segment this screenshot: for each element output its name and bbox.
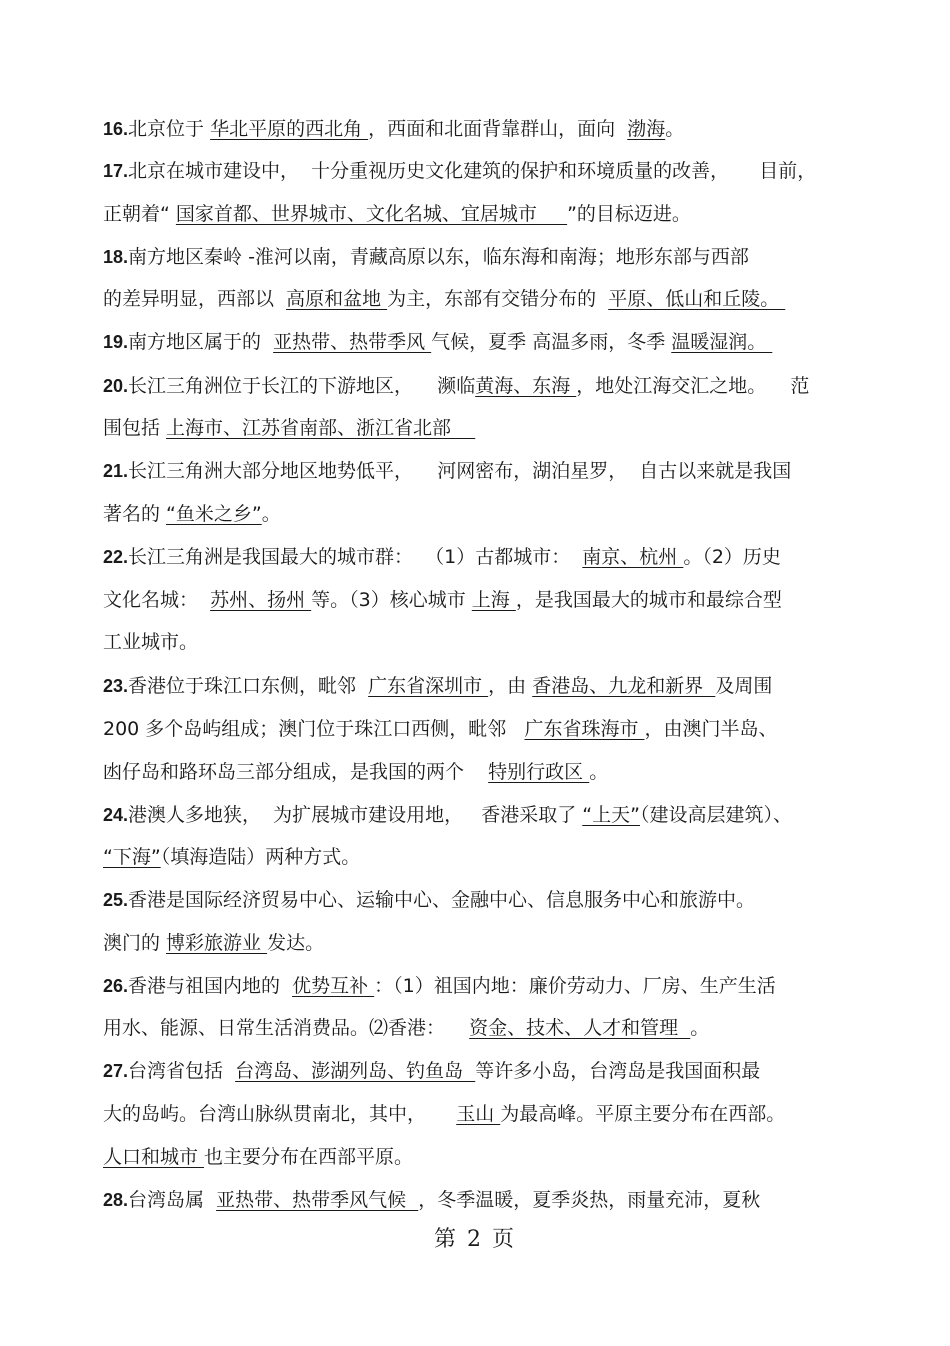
text-segment: 长江三角洲大部分地区地势低平， 河网密布，湖泊星罗， 自古以来就是我国	[128, 460, 792, 482]
text-segment: ，冬季温暖，夏季炎热，雨量充沛，夏秋	[418, 1189, 761, 1211]
text-line	[103, 929, 324, 957]
question-number: 22.	[103, 547, 129, 567]
answer-blank: 温暖湿润。	[671, 331, 773, 353]
question-number: 26.	[103, 976, 129, 996]
answer-blank: 苏州、扬州	[210, 589, 312, 611]
text-segment: 的差异明显，西部以	[103, 288, 287, 310]
text-segment: ”的目标迈进。	[567, 203, 691, 225]
answer-blank: 广东省深圳市	[368, 675, 489, 697]
answer-blank: 优势互补	[292, 975, 375, 997]
text-line	[103, 243, 749, 271]
text-line	[103, 972, 776, 1000]
text-segment: ：（1）祖国内地：廉价劳动力、厂房、生产生活	[374, 975, 776, 997]
text-line	[103, 500, 281, 528]
question-number: 16.	[103, 119, 129, 139]
question-number: 20.	[103, 376, 129, 396]
question-number: 17.	[103, 161, 129, 181]
text-line	[103, 843, 360, 871]
text-line	[103, 1143, 413, 1171]
text-segment: 台湾岛属	[128, 1189, 217, 1211]
text-line	[103, 328, 772, 356]
text-line	[103, 672, 772, 700]
text-segment: 等许多小岛，台湾岛是我国面积最	[475, 1060, 761, 1082]
question-number: 19.	[103, 332, 129, 352]
answer-blank: 亚热带、热带季风气候	[216, 1189, 419, 1211]
text-line	[103, 543, 781, 571]
text-segment: 围包括	[103, 417, 167, 439]
answer-blank: 上海	[471, 589, 516, 611]
text-segment: 香港位于珠江口东侧，毗邻	[128, 675, 369, 697]
text-segment: 北京位于	[128, 118, 211, 140]
text-segment: 大的岛屿。台湾山脉纵贯南北，其中，	[103, 1103, 457, 1125]
answer-blank: 广东省珠海市	[524, 718, 645, 740]
answer-blank: “鱼米之乡”	[166, 503, 262, 525]
answer-blank: 国家首都、世界城市、文化名城、宜居城市	[175, 203, 568, 225]
answer-blank: 香港岛、九龙和新界	[532, 675, 716, 697]
text-segment: 用水、能源、日常生活消费品。⑵香港：	[103, 1017, 470, 1039]
page-number: 第 2 页	[434, 1227, 516, 1252]
text-segment: 。	[261, 503, 281, 525]
text-segment: 著名的	[103, 503, 167, 525]
answer-blank: 高原和盆地	[286, 288, 388, 310]
text-segment: ，由澳门半岛、	[644, 718, 778, 740]
answer-blank: 人口和城市	[103, 1146, 205, 1168]
text-segment: 正朝着“	[103, 203, 176, 225]
text-segment: 港澳人多地狭， 为扩展城市建设用地， 香港采取了	[128, 804, 583, 826]
question-number: 27.	[103, 1061, 129, 1081]
text-segment: 南方地区秦岭 -淮河以南，青藏高原以东，临东海和南海；地形东部与西部	[128, 246, 749, 268]
answer-blank: 特别行政区	[488, 761, 590, 783]
text-line	[103, 628, 198, 656]
text-segment: 。	[690, 1017, 710, 1039]
answer-blank: 渤海	[627, 118, 666, 140]
text-segment: 。（2）历史	[683, 546, 781, 568]
answer-blank: 台湾岛、澎湖列岛、钓鱼岛	[235, 1060, 476, 1082]
text-line	[103, 1057, 760, 1085]
answer-blank: 玉山	[456, 1103, 501, 1125]
text-line	[103, 372, 809, 400]
text-segment: 200 多个岛屿组成；澳门位于珠江口西侧，毗邻	[103, 718, 525, 740]
text-segment: ，西面和北面背靠群山，面向	[368, 118, 628, 140]
text-line	[103, 886, 755, 914]
text-line	[103, 1014, 709, 1042]
text-segment: ，是我国最大的城市和最综合型	[515, 589, 782, 611]
text-segment: 也主要分布在西部平原。	[204, 1146, 414, 1168]
text-segment: （填海造陆）两种方式。	[160, 846, 361, 868]
text-segment: 为最高峰。平原主要分布在西部。	[500, 1103, 786, 1125]
text-line	[103, 586, 782, 614]
question-number: 23.	[103, 676, 129, 696]
question-number: 25.	[103, 890, 129, 910]
text-segment: 香港与祖国内地的	[128, 975, 293, 997]
text-segment: 北京在城市建设中， 十分重视历史文化建筑的保护和环境质量的改善， 目前，	[128, 160, 817, 182]
question-number: 18.	[103, 247, 129, 267]
text-segment: 为主，东部有交错分布的	[387, 288, 609, 310]
text-segment: 台湾省包括	[128, 1060, 236, 1082]
text-segment: 文化名城：	[103, 589, 211, 611]
answer-blank: “下海”	[103, 846, 161, 868]
text-line	[103, 115, 684, 143]
question-number: 28.	[103, 1190, 129, 1210]
text-segment: 工业城市。	[103, 631, 199, 653]
text-line	[103, 1186, 760, 1214]
text-line	[103, 1100, 785, 1128]
text-segment: 香港是国际经济贸易中心、运输中心、金融中心、信息服务中心和旅游中。	[128, 889, 756, 911]
text-line	[103, 157, 816, 185]
text-line	[103, 801, 792, 829]
answer-blank: “上天”	[582, 804, 640, 826]
text-segment: 澳门的	[103, 932, 167, 954]
text-line	[103, 758, 608, 786]
text-segment: 气候，夏季 高温多雨，冬季	[431, 331, 672, 353]
text-line	[103, 414, 475, 442]
text-segment: 。	[665, 118, 685, 140]
text-segment: 长江三角洲位于长江的下游地区， 濒临	[128, 375, 476, 397]
text-segment: 凼仔岛和路环岛三部分组成，是我国的两个	[103, 761, 489, 783]
text-segment: 发达。	[267, 932, 325, 954]
text-segment: ，地处江海交汇之地。 范	[576, 375, 810, 397]
answer-blank: 黄海、东海	[475, 375, 577, 397]
text-segment: 南方地区属于的	[128, 331, 274, 353]
answer-blank: 资金、技术、人才和管理	[469, 1017, 691, 1039]
answer-blank: 南京、杭州	[582, 546, 684, 568]
text-line	[103, 285, 785, 313]
question-number: 24.	[103, 805, 129, 825]
text-line	[103, 200, 691, 228]
text-segment: 。	[589, 761, 609, 783]
text-segment: ，由	[488, 675, 533, 697]
text-segment: 等。（3）核心城市	[311, 589, 472, 611]
text-line	[103, 457, 791, 485]
answer-blank: 平原、低山和丘陵。	[608, 288, 786, 310]
answer-blank: 博彩旅游业	[166, 932, 268, 954]
text-line	[103, 715, 778, 743]
text-segment: 长江三角洲是我国最大的城市群： （1）古都城市：	[128, 546, 583, 568]
answer-blank: 上海市、江苏省南部、浙江省北部	[166, 417, 476, 439]
text-segment: 及周围	[715, 675, 773, 697]
answer-blank: 亚热带、热带季风	[273, 331, 432, 353]
answer-blank: 华北平原的西北角	[210, 118, 369, 140]
text-segment: （建设高层建筑）、	[639, 804, 792, 826]
question-number: 21.	[103, 461, 129, 481]
